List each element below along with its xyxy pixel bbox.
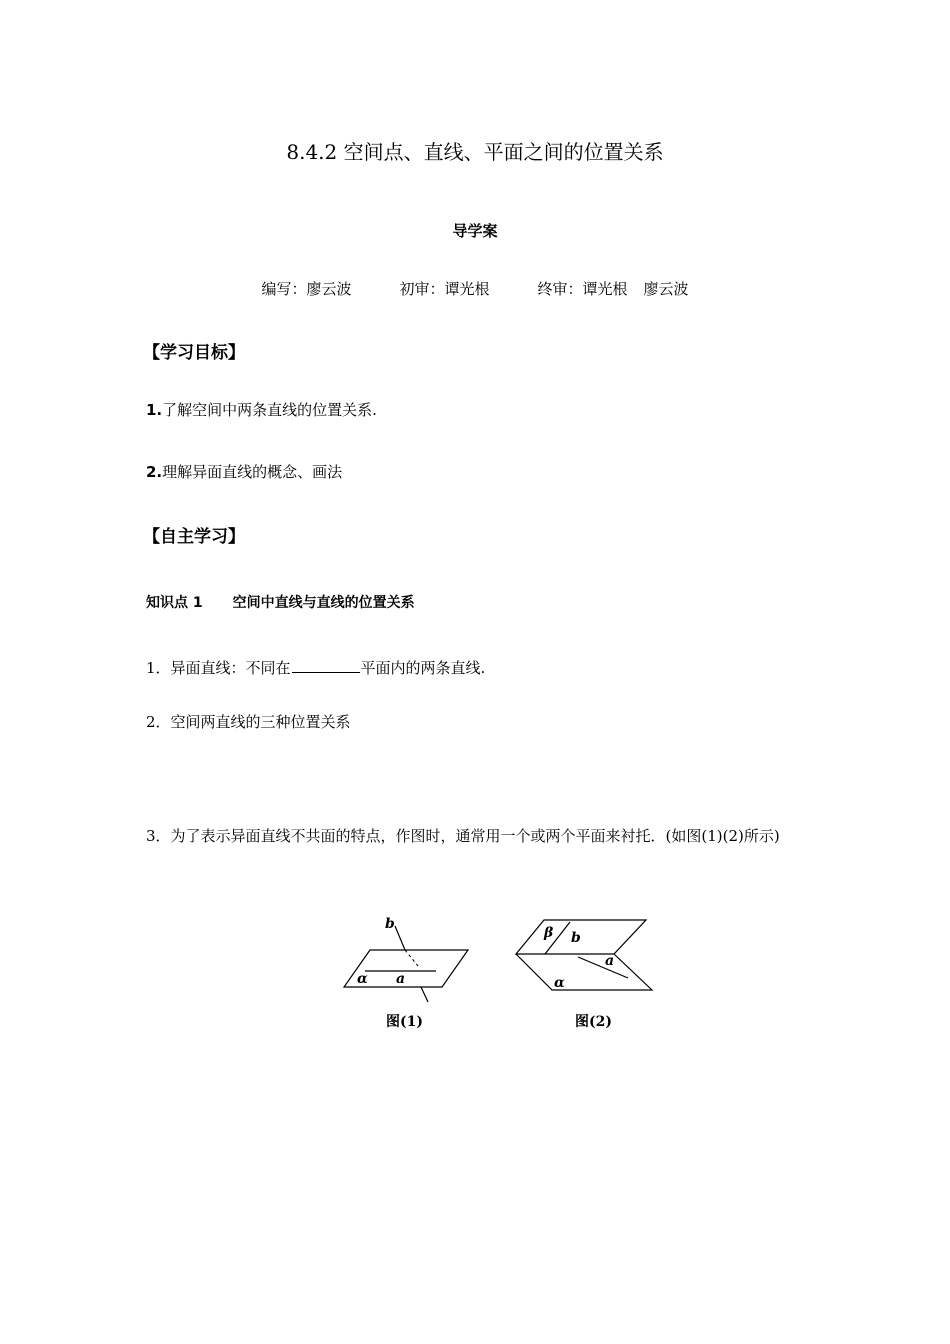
- caption-fig2: 图(2): [575, 1014, 612, 1030]
- kp1-label: 知识点 1: [146, 595, 203, 611]
- goal-1-text: 了解空间中两条直线的位置关系.: [162, 401, 377, 419]
- editor-credit: 编写：廖云波: [261, 280, 352, 298]
- page-title: 8.4.2 空间点、直线、平面之间的位置关系: [286, 140, 664, 164]
- kp1-title: 空间中直线与直线的位置关系: [232, 595, 415, 611]
- final-review-credit-2: 廖云波: [643, 280, 689, 298]
- goal-1-number: 1.: [146, 401, 163, 419]
- doc-subtitle: 导学案: [452, 222, 498, 240]
- figure-2: [516, 920, 652, 1030]
- label-b-fig2: b: [571, 930, 581, 946]
- goal-2-text: 理解异面直线的概念、画法: [162, 463, 343, 481]
- caption-fig1: 图(1): [386, 1014, 423, 1030]
- label-beta-fig2: β: [544, 925, 554, 941]
- label-alpha-fig1: α: [357, 971, 368, 987]
- label-a-fig2: a: [605, 953, 615, 969]
- item-3: 3．为了表示异面直线不共面的特点，作图时，通常用一个或两个平面来衬托．(如图(1)(2)所示): [146, 827, 780, 845]
- item-2: 2．空间两直线的三种位置关系: [146, 713, 351, 731]
- figure-1: [344, 916, 468, 1030]
- final-review-credit: 终审：谭光根: [537, 280, 628, 298]
- label-a-fig1: a: [396, 971, 406, 987]
- line-b-fig1-hidden: [405, 950, 418, 966]
- self-study-heading: 【自主学习】: [143, 527, 245, 547]
- goals-heading: 【学习目标】: [143, 343, 245, 363]
- line-b-fig1-upper: [395, 926, 405, 950]
- line-b-fig1-lower: [421, 987, 428, 1002]
- plane-beta-fig2: [516, 920, 646, 954]
- goal-2-number: 2.: [146, 463, 163, 481]
- item-1-before: 1．异面直线：不同在: [146, 659, 291, 677]
- item-1-after: 平面内的两条直线.: [360, 659, 486, 677]
- label-alpha-fig2: α: [554, 975, 565, 991]
- label-b-fig1: b: [385, 916, 395, 932]
- first-review-credit: 初审：谭光根: [399, 280, 490, 298]
